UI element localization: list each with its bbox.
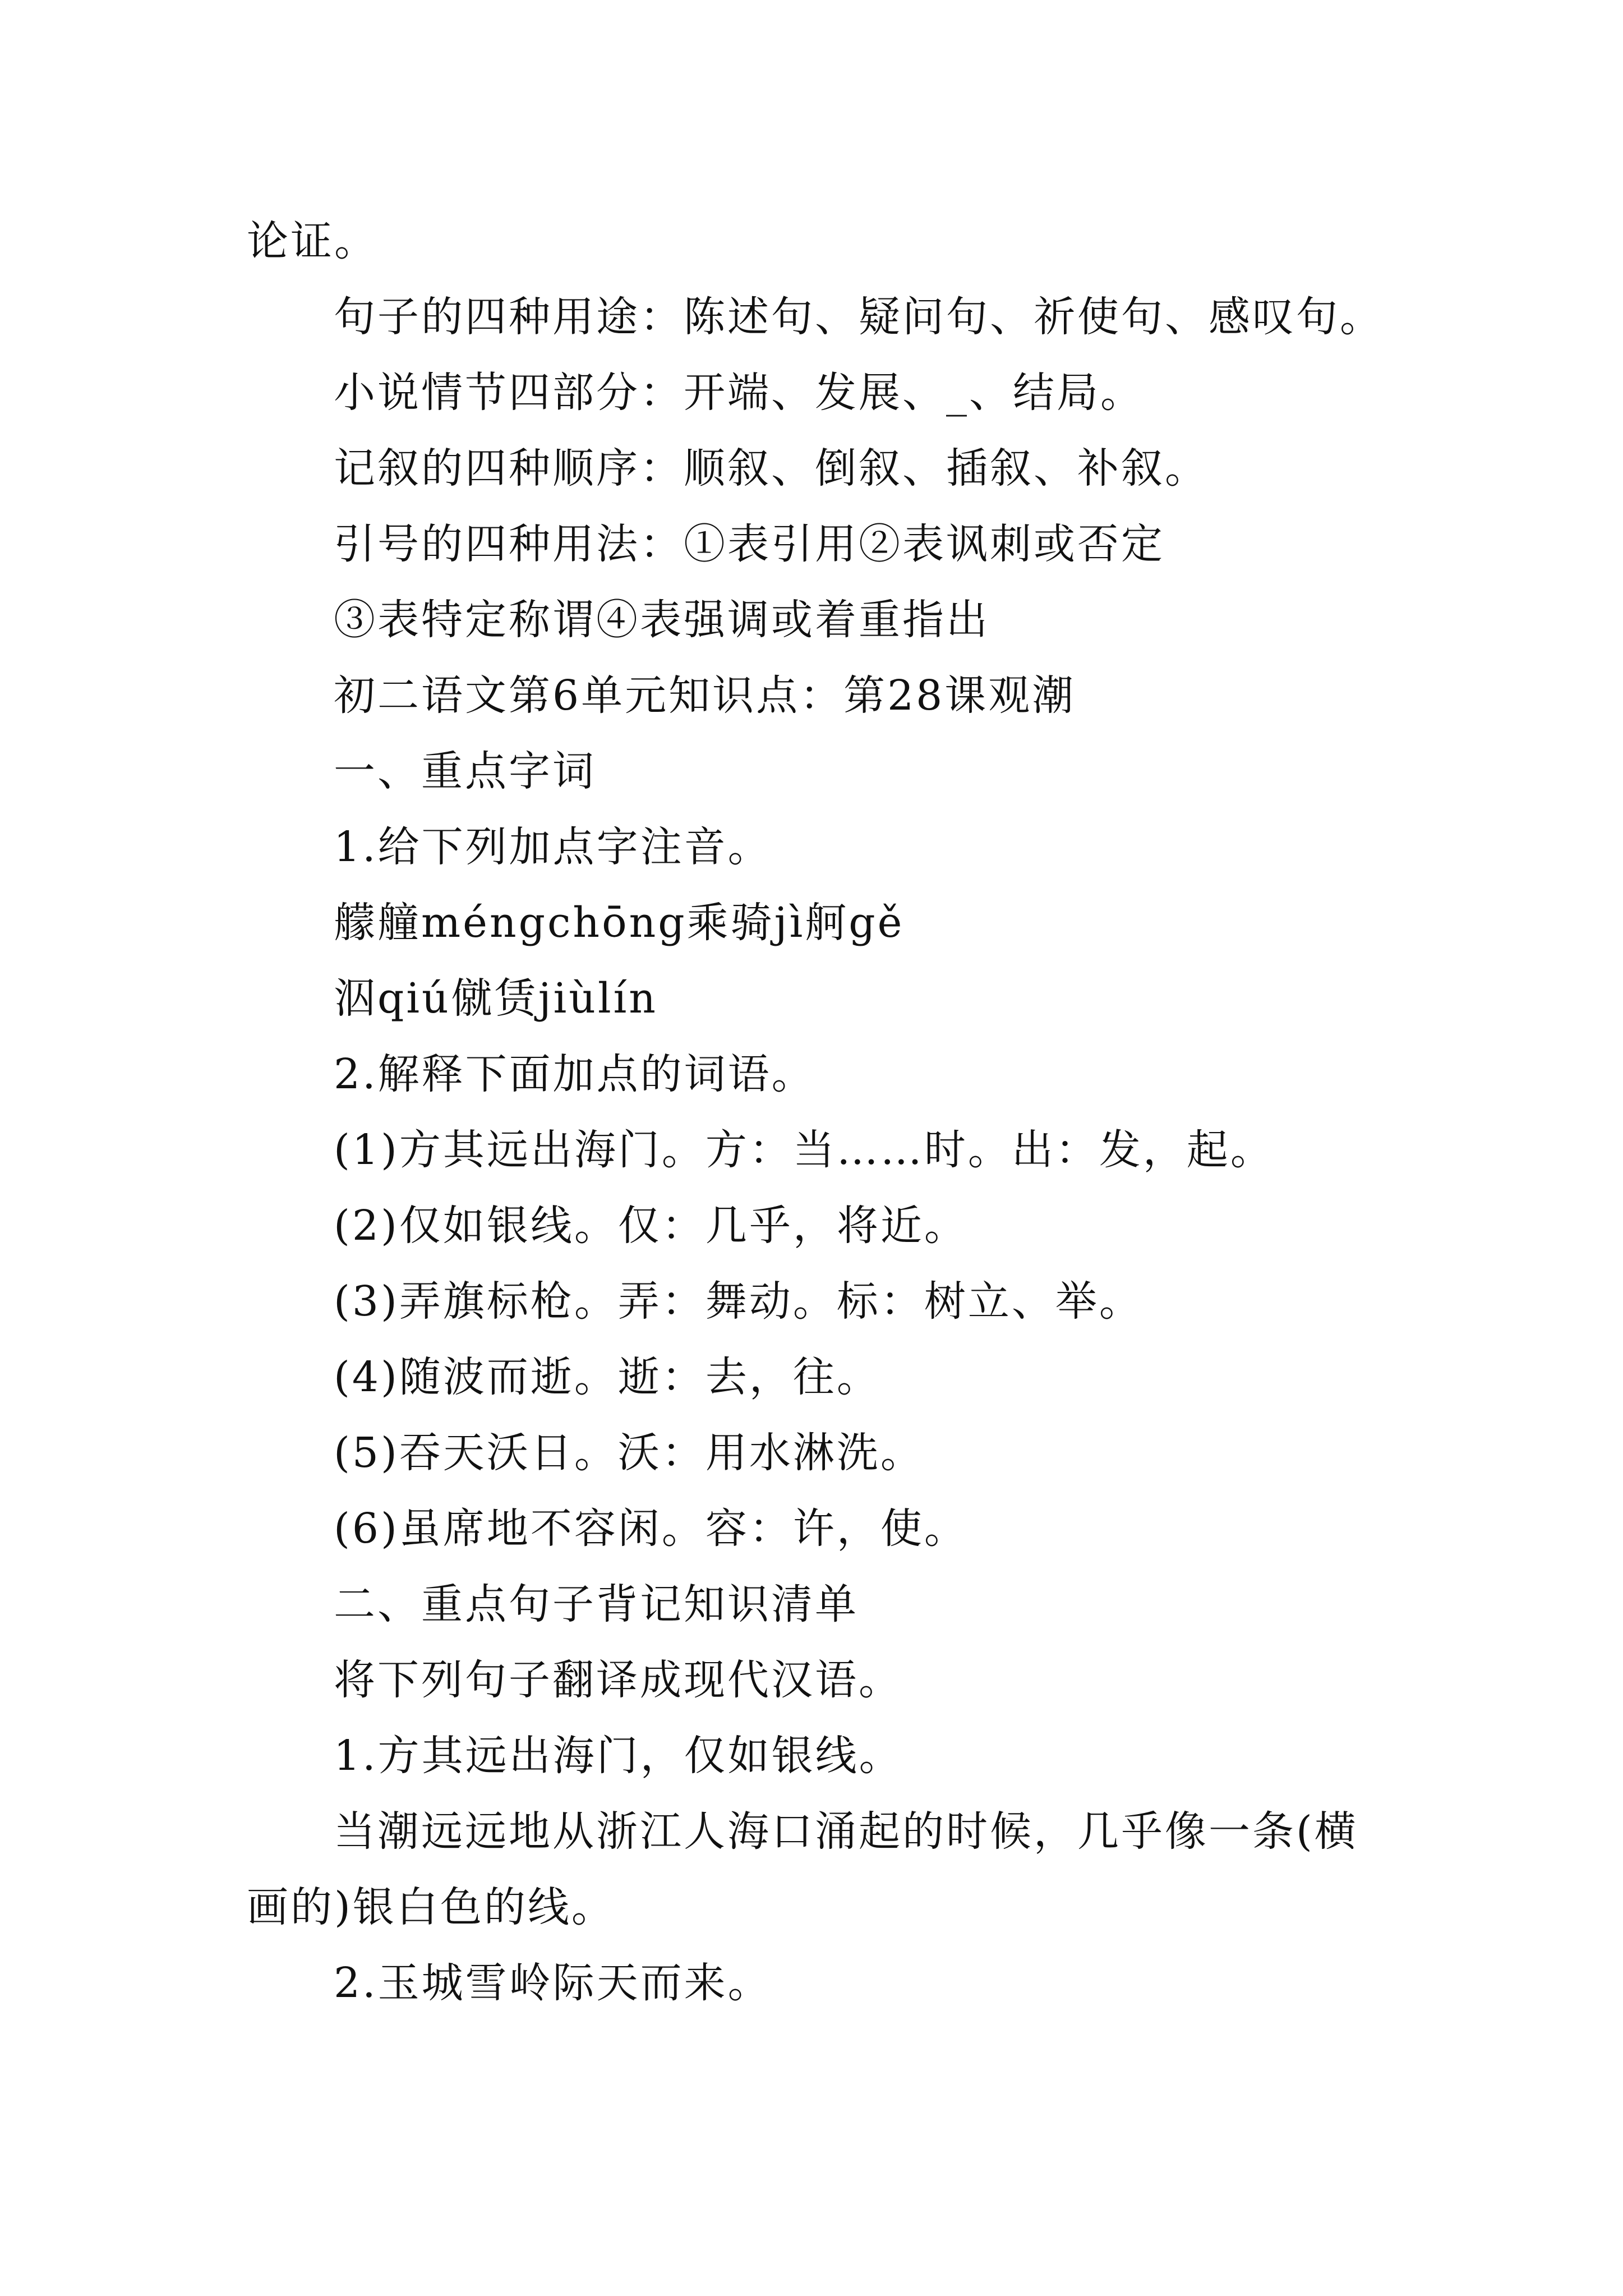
text-line: 2.玉城雪岭际天而来。 — [334, 1959, 772, 2007]
text-line: 画的)银白色的线。 — [247, 1883, 615, 1931]
text-line: 1.给下列加点字注音。 — [334, 823, 772, 871]
text-line: (4)随波而逝。逝：去，往。 — [334, 1353, 880, 1401]
text-line: 论证。 — [247, 217, 378, 265]
text-line: 句子的四种用途：陈述句、疑问句、祈使句、感叹句。 — [334, 293, 1384, 341]
text-line: (6)虽席地不容闲。容：许，使。 — [334, 1504, 968, 1553]
text-line: 泅qiú僦赁jiùlín — [334, 974, 658, 1023]
text-line: 小说情节四部分：开端、发展、_、结局。 — [334, 369, 1144, 417]
text-line: 当潮远远地从浙江人海口涌起的时候，几乎像一条(横 — [334, 1807, 1358, 1856]
text-line: 1.方其远出海门，仅如银线。 — [334, 1732, 903, 1780]
text-line: 艨艟méngchōng乘骑jì舸gě — [334, 899, 905, 947]
text-line: (2)仅如银线。仅：几乎，将近。 — [334, 1202, 968, 1250]
text-line: (1)方其远出海门。方：当……时。出：发，起。 — [334, 1126, 1274, 1174]
text-line: 记叙的四种顺序：顺叙、倒叙、插叙、补叙。 — [334, 444, 1209, 493]
text-line: (3)弄旗标枪。弄：舞动。标：树立、举。 — [334, 1277, 1143, 1326]
section-heading: 一、重点字词 — [334, 747, 596, 795]
text-line: 引号的四种用法：①表引用②表讽刺或否定 — [334, 520, 1165, 568]
section-heading: 二、重点句子背记知识清单 — [334, 1580, 859, 1628]
text-line: 2.解释下面加点的词语。 — [334, 1050, 815, 1098]
text-line: ③表特定称谓④表强调或着重指出 — [334, 596, 990, 644]
text-line: 将下列句子翻译成现代汉语。 — [334, 1656, 902, 1704]
text-line: 初二语文第6单元知识点：第28课观潮 — [334, 671, 1076, 720]
text-line: (5)吞天沃日。沃：用水淋洗。 — [334, 1429, 924, 1477]
